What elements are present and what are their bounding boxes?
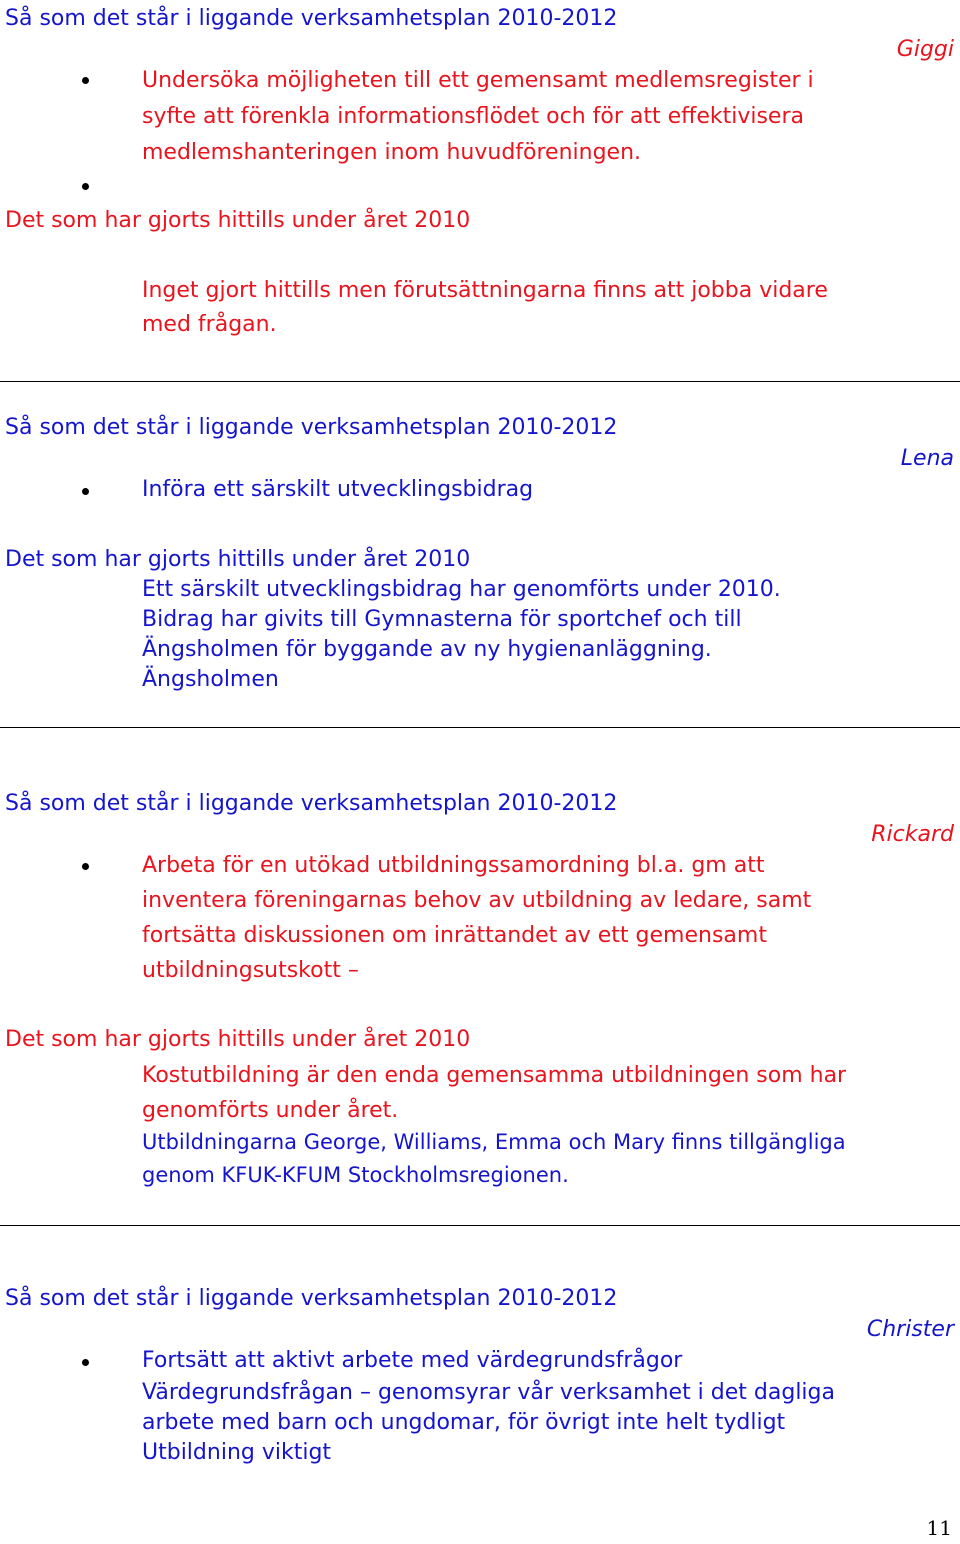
- responsible-person: Lena: [900, 446, 954, 471]
- note-line: Värdegrundsfrågan – genomsyrar vår verksamhet i det dagliga: [142, 1380, 835, 1405]
- goal-line: Arbeta för en utökad utbildningssamordning bl.a. gm att: [142, 853, 765, 878]
- goal-line: Fortsätt att aktivt arbete med värdegrundsfrågor: [142, 1348, 683, 1373]
- done-line: Kostutbildning är den enda gemensamma utbildningen som har: [142, 1063, 847, 1088]
- bullet-icon: [82, 488, 89, 495]
- bullet-icon: [82, 863, 89, 870]
- done-line: Ängsholmen för byggande av ny hygienanläggning.: [142, 637, 712, 662]
- done-text: [142, 575, 952, 695]
- extra-line: Utbildningarna George, Williams, Emma och Mary finns tillgängliga: [142, 1130, 846, 1154]
- bullet-icon: [82, 77, 89, 84]
- section-divider: [0, 381, 960, 382]
- responsible-person: Christer: [866, 1317, 954, 1342]
- goal-line: Införa ett särskilt utvecklingsbidrag: [142, 477, 534, 502]
- section-heading: Så som det står i liggande verksamhetsplan 2010-2012: [5, 1286, 618, 1311]
- responsible-person: Giggi: [896, 37, 954, 62]
- goal-text: [142, 63, 952, 171]
- goal-text: [142, 848, 952, 988]
- done-line: Inget gjort hittills men förutsättningarna finns att jobba vidare: [142, 278, 828, 303]
- done-line: Ett särskilt utvecklingsbidrag har genomförts under 2010.: [142, 577, 781, 602]
- done-text: [142, 1058, 952, 1128]
- section-heading: Så som det står i liggande verksamhetsplan 2010-2012: [5, 6, 618, 31]
- bullet-icon: [82, 1359, 89, 1366]
- done-heading: Det som har gjorts hittills under året 2010: [5, 1027, 471, 1052]
- section-divider: [0, 1225, 960, 1226]
- done-line: Bidrag har givits till Gymnasterna för sportchef och till: [142, 607, 742, 632]
- goal-text: [142, 473, 952, 507]
- goal-line: medlemshanteringen inom huvudföreningen.: [142, 140, 642, 165]
- goal-line: utbildningsutskott –: [142, 958, 359, 983]
- section-heading: Så som det står i liggande verksamhetsplan 2010-2012: [5, 415, 618, 440]
- page-number: 11: [926, 1516, 952, 1540]
- extra-text: [142, 1126, 952, 1192]
- done-line: Ängsholmen: [142, 667, 279, 692]
- goal-line: Undersöka möjligheten till ett gemensamt medlemsregister i: [142, 68, 814, 93]
- bullet-icon: [82, 183, 89, 190]
- section-heading: Så som det står i liggande verksamhetsplan 2010-2012: [5, 791, 618, 816]
- done-heading: Det som har gjorts hittills under året 2010: [5, 547, 471, 572]
- note-line: arbete med barn och ungdomar, för övrigt inte helt tydligt: [142, 1410, 786, 1435]
- goal-line: syfte att förenkla informationsflödet och för att effektivisera: [142, 104, 804, 129]
- responsible-person: Rickard: [871, 822, 954, 847]
- done-text: [142, 274, 952, 342]
- note-text: [142, 1378, 952, 1468]
- done-heading: Det som har gjorts hittills under året 2010: [5, 208, 471, 233]
- note-line: Utbildning viktigt: [142, 1440, 332, 1465]
- done-line: med frågan.: [142, 312, 277, 337]
- section-divider: [0, 727, 960, 728]
- done-line: genomförts under året.: [142, 1098, 399, 1123]
- goal-line: inventera föreningarnas behov av utbildning av ledare, samt: [142, 888, 812, 913]
- goal-line: fortsätta diskussionen om inrättandet av ett gemensamt: [142, 923, 767, 948]
- goal-text: [142, 1344, 952, 1378]
- extra-line: genom KFUK-KFUM Stockholmsregionen.: [142, 1163, 569, 1187]
